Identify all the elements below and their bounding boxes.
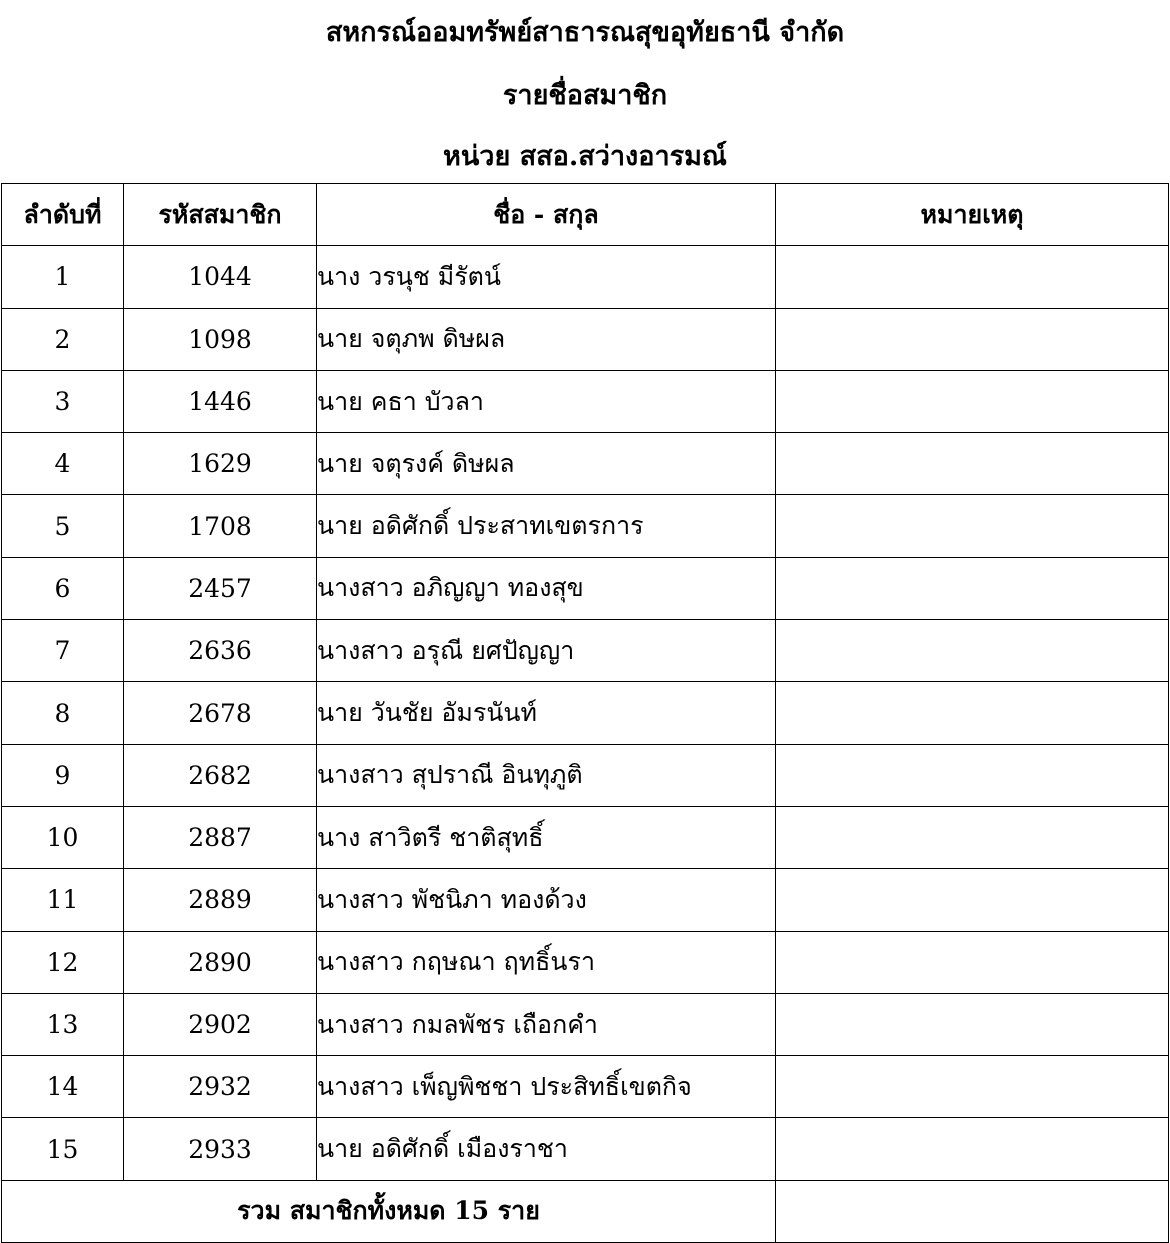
member-code-cell: 1629 bbox=[124, 433, 317, 495]
table-row bbox=[2, 682, 1169, 744]
table-row bbox=[2, 993, 1169, 1055]
organization-title: สหกรณ์ออมทรัพย์สาธารณสุขอุทัยธานี จำกัด bbox=[325, 17, 845, 48]
row-number-cell: 4 bbox=[2, 433, 124, 495]
member-code-cell: 1708 bbox=[124, 495, 317, 557]
member-code-cell: 2902 bbox=[124, 993, 317, 1055]
member-code-cell: 2636 bbox=[124, 620, 317, 682]
table-row bbox=[2, 620, 1169, 682]
column-header-code: รหัสสมาชิก bbox=[124, 184, 317, 246]
member-name-cell: นางสาว กฤษณา ฤทธิ์นรา bbox=[317, 931, 776, 993]
column-header-name: ชื่อ - สกุล bbox=[317, 184, 776, 246]
row-number-cell: 9 bbox=[2, 744, 124, 806]
member-name-cell: นางสาว อรุณี ยศปัญญา bbox=[317, 620, 776, 682]
row-number-cell: 1 bbox=[2, 246, 124, 308]
table-row bbox=[2, 1118, 1169, 1180]
row-number-cell: 5 bbox=[2, 495, 124, 557]
table-row bbox=[2, 744, 1169, 806]
member-code-cell: 2889 bbox=[124, 869, 317, 931]
note-cell bbox=[776, 744, 1169, 806]
row-number-cell: 2 bbox=[2, 308, 124, 370]
member-code-cell: 2678 bbox=[124, 682, 317, 744]
note-cell bbox=[776, 308, 1169, 370]
member-name-cell: นางสาว สุปราณี อินทุภูติ bbox=[317, 744, 776, 806]
member-code-cell: 2933 bbox=[124, 1118, 317, 1180]
member-name-cell: นางสาว พัชนิภา ทองด้วง bbox=[317, 869, 776, 931]
unit-title: หน่วย สสอ.สว่างอารมณ์ bbox=[443, 141, 727, 172]
note-cell bbox=[776, 246, 1169, 308]
member-name-cell: นาย จตุรงค์ ดิษผล bbox=[317, 433, 776, 495]
member-name-cell: นาย อดิศักดิ์ ประสาทเขตรการ bbox=[317, 495, 776, 557]
table-row bbox=[2, 370, 1169, 432]
note-cell bbox=[776, 1056, 1169, 1118]
table-row bbox=[2, 931, 1169, 993]
member-code-cell: 2890 bbox=[124, 931, 317, 993]
member-name-cell: นาง วรนุช มีรัตน์ bbox=[317, 246, 776, 308]
table-row bbox=[2, 246, 1169, 308]
row-number-cell: 15 bbox=[2, 1118, 124, 1180]
note-cell bbox=[776, 931, 1169, 993]
note-cell bbox=[776, 620, 1169, 682]
note-cell bbox=[776, 495, 1169, 557]
member-name-cell: นางสาว กมลพัชร เถือกคำ bbox=[317, 993, 776, 1055]
total-row bbox=[2, 1180, 1169, 1242]
column-header-no: ลำดับที่ bbox=[2, 184, 124, 246]
member-code-cell: 2887 bbox=[124, 806, 317, 868]
table-row bbox=[2, 1056, 1169, 1118]
row-number-cell: 10 bbox=[2, 806, 124, 868]
row-number-cell: 3 bbox=[2, 370, 124, 432]
member-code-cell: 2457 bbox=[124, 557, 317, 619]
member-name-cell: นาย จตุภพ ดิษผล bbox=[317, 308, 776, 370]
table-row bbox=[2, 495, 1169, 557]
row-number-cell: 8 bbox=[2, 682, 124, 744]
list-title: รายชื่อสมาชิก bbox=[502, 80, 668, 111]
member-table bbox=[1, 183, 1169, 1243]
note-cell bbox=[776, 993, 1169, 1055]
note-cell bbox=[776, 370, 1169, 432]
column-header-note: หมายเหตุ bbox=[776, 184, 1169, 246]
row-number-cell: 6 bbox=[2, 557, 124, 619]
table-row bbox=[2, 806, 1169, 868]
table-row bbox=[2, 308, 1169, 370]
table-row bbox=[2, 557, 1169, 619]
note-cell bbox=[776, 869, 1169, 931]
member-name-cell: นาย อดิศักดิ์ เมืองราชา bbox=[317, 1118, 776, 1180]
member-code-cell: 1098 bbox=[124, 308, 317, 370]
note-cell bbox=[776, 682, 1169, 744]
row-number-cell: 13 bbox=[2, 993, 124, 1055]
note-cell bbox=[776, 433, 1169, 495]
row-number-cell: 12 bbox=[2, 931, 124, 993]
member-name-cell: นาง สาวิตรี ชาติสุทธิ์ bbox=[317, 806, 776, 868]
member-code-cell: 1446 bbox=[124, 370, 317, 432]
member-name-cell: นางสาว อภิญญา ทองสุข bbox=[317, 557, 776, 619]
member-name-cell: นางสาว เพ็ญพิชชา ประสิทธิ์เขตกิจ bbox=[317, 1056, 776, 1118]
note-cell bbox=[776, 1118, 1169, 1180]
row-number-cell: 14 bbox=[2, 1056, 124, 1118]
member-name-cell: นาย วันชัย อัมรนันท์ bbox=[317, 682, 776, 744]
table-header-row bbox=[2, 184, 1169, 246]
total-label: รวม สมาชิกทั้งหมด 15 ราย bbox=[2, 1180, 776, 1242]
member-name-cell: นาย คธา บัวลา bbox=[317, 370, 776, 432]
member-code-cell: 2682 bbox=[124, 744, 317, 806]
member-code-cell: 2932 bbox=[124, 1056, 317, 1118]
row-number-cell: 7 bbox=[2, 620, 124, 682]
total-note-cell bbox=[776, 1180, 1169, 1242]
note-cell bbox=[776, 557, 1169, 619]
table-row bbox=[2, 869, 1169, 931]
table-row bbox=[2, 433, 1169, 495]
note-cell bbox=[776, 806, 1169, 868]
member-code-cell: 1044 bbox=[124, 246, 317, 308]
row-number-cell: 11 bbox=[2, 869, 124, 931]
